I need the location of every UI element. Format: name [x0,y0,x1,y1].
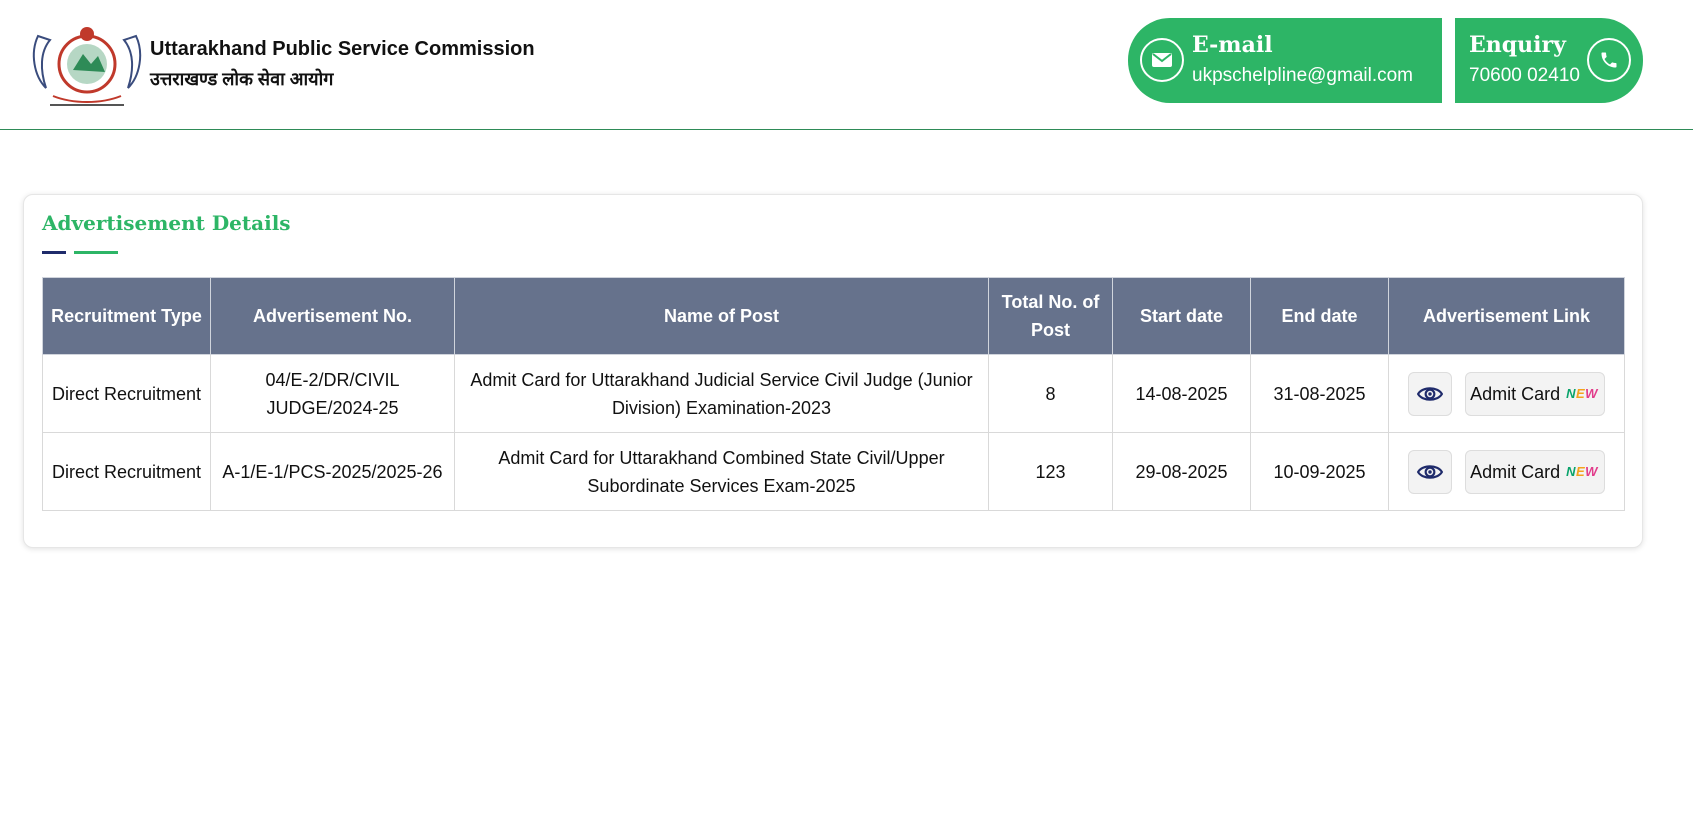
enquiry-contact[interactable] [1455,18,1643,103]
new-badge: NEW [1566,385,1598,401]
site-header [0,0,1693,130]
email-address[interactable]: ukpschelpline@gmail.com [1192,65,1413,86]
column-header: Advertisement No. [211,278,455,355]
column-header: End date [1251,278,1389,355]
eye-icon [1417,459,1443,485]
envelope-icon [1140,38,1184,82]
eye-icon [1417,381,1443,407]
recruitment-type-cell: Direct Recruitment [43,355,211,433]
commission-logo-icon[interactable] [28,18,146,112]
column-header: Name of Post [455,278,989,355]
column-header: Advertisement Link [1389,278,1625,355]
admit-card-button[interactable] [1465,450,1605,494]
advertisement-card [23,194,1643,548]
org-name-english: Uttarakhand Public Service Commission [150,38,535,60]
end-date-cell: 31-08-2025 [1251,355,1389,433]
column-header: Total No. of Post [989,278,1113,355]
advertisement-link-cell [1389,433,1625,511]
total-posts-cell: 8 [989,355,1113,433]
column-header: Recruitment Type [43,278,211,355]
advertisement-no-cell: A-1/E-1/PCS-2025/2025-26 [211,433,455,511]
table-row [43,355,1625,433]
admit-card-label: Admit Card [1470,461,1561,482]
org-name [150,38,535,91]
title-underline-navy [42,251,66,254]
end-date-cell: 10-09-2025 [1251,433,1389,511]
post-name-cell: Admit Card for Uttarakhand Judicial Service Civil Judge (Junior Division) Examination-2023 [455,355,989,433]
view-button[interactable] [1408,450,1452,494]
column-header: Start date [1113,278,1251,355]
admit-card-label: Admit Card [1470,383,1561,404]
enquiry-title: Enquiry [1469,32,1566,58]
advertisement-no-cell: 04/E-2/DR/CIVIL JUDGE/2024-25 [211,355,455,433]
card-title: Advertisement Details [42,211,291,235]
total-posts-cell: 123 [989,433,1113,511]
title-underline-green [74,251,118,254]
recruitment-type-cell: Direct Recruitment [43,433,211,511]
start-date-cell: 14-08-2025 [1113,355,1251,433]
view-button[interactable] [1408,372,1452,416]
email-contact[interactable] [1128,18,1442,103]
post-name-cell: Admit Card for Uttarakhand Combined State Civil/Upper Subordinate Services Exam-2025 [455,433,989,511]
table-row [43,433,1625,511]
advertisement-table [42,277,1625,511]
org-name-hindi: उत्तराखण्ड लोक सेवा आयोग [150,69,334,89]
enquiry-number[interactable]: 70600 02410 [1469,65,1580,86]
advertisement-link-cell [1389,355,1625,433]
new-badge: NEW [1566,463,1598,479]
table-header-row [43,278,1625,355]
start-date-cell: 29-08-2025 [1113,433,1251,511]
phone-icon [1587,38,1631,82]
email-title: E-mail [1192,32,1273,58]
admit-card-button[interactable] [1465,372,1605,416]
